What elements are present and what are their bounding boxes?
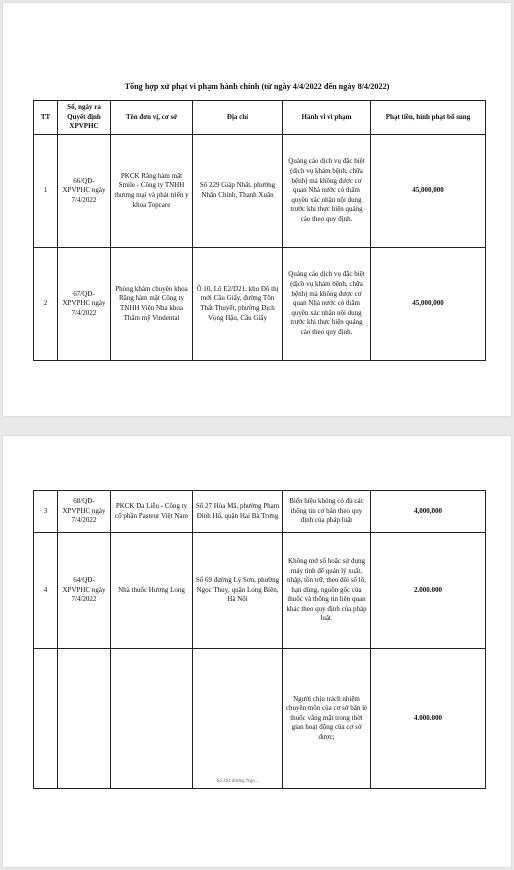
header-violation: Hành vi vi phạm: [283, 101, 371, 135]
violations-table-page-2: [33, 490, 486, 789]
cell-address: Ô 10, Lô E2/D21, khu Đô thị mới Cầu Giấy, đường Tôn Thất Thuyết, phường Dịch Vọng Hậu, Cầu Giấy: [193, 248, 283, 361]
table-row: [34, 135, 486, 248]
cell-unit: Nhà thuốc Hương Long: [111, 533, 193, 649]
cell-fine: 45,000,000: [371, 248, 486, 361]
cell-decision: 66/QĐ-XPVPHC ngày 7/4/2022: [58, 135, 111, 248]
table-row: [34, 491, 486, 533]
header-address: Địa chỉ: [193, 101, 283, 135]
cell-fine: 4,000,000: [371, 491, 486, 533]
cell-violation: Biển hiệu không có đủ các thông tin cơ bản theo quy định của pháp luật: [283, 491, 371, 533]
document-page-1: [3, 3, 511, 416]
document-page-2: [3, 436, 511, 867]
cell-unit: PKCK Răng hàm mặt Smile - Công ty TNHH thương mại và phát triển y khoa Topcare: [111, 135, 193, 248]
cell-violation: Không mở sổ hoặc sử dụng máy tính để quản lý xuất, nhập, tồn trữ, theo dõi số lô, hạn dùng, nguồn gốc của thuốc và thông tin liên quan khác theo quy định của pháp luật.: [283, 533, 371, 649]
header-fine: Phạt tiền, hình phạt bổ sung: [371, 101, 486, 135]
header-unit: Tên đơn vị, cơ sở: [111, 101, 193, 135]
cell-unit: [111, 649, 193, 789]
cell-address: Số 27 Hòa Mã, phường Phạm Đình Hổ, quận Hai Bà Trưng: [193, 491, 283, 533]
cell-decision: 68/QĐ-XPVPHC ngày 7/4/2022: [58, 491, 111, 533]
cell-tt: 4: [34, 533, 58, 649]
cell-fine: 2.000.000: [371, 533, 486, 649]
document-title: Tổng hợp xử phạt vi phạm hành chính (từ ngày 4/4/2022 đến ngày 8/4/2022): [124, 82, 390, 91]
header-tt: TT: [34, 101, 58, 135]
cell-decision: [58, 649, 111, 789]
cell-decision: 64/QĐ-XPVPHC ngày 7/4/2022: [58, 533, 111, 649]
table-row: [34, 248, 486, 361]
cell-address: Số 69 đường Lý Sơn, phường Ngọc Thuỵ, quận Long Biên, Hà Nội: [193, 533, 283, 649]
cell-tt: 1: [34, 135, 58, 248]
table-row: [34, 649, 486, 789]
cell-address: Số 229 Giáp Nhất, phường Nhân Chính, Thanh Xuân: [193, 135, 283, 248]
table-row: [34, 533, 486, 649]
cell-address: Số 264 đường Ngọ...: [193, 649, 283, 789]
header-decision: Số, ngày ra Quyết định XPVPHC: [58, 101, 111, 135]
cell-tt: 3: [34, 491, 58, 533]
cell-tt: 2: [34, 248, 58, 361]
cell-decision: 67/QĐ-XPVPHC ngày 7/4/2022: [58, 248, 111, 361]
cell-violation: Quảng cáo dịch vụ đặc biệt (dịch vụ khám bệnh, chữa bệnh) mà không được cơ quan Nhà nước có thẩm quyền xác nhận nội dung trước khi thực hiện quảng cáo theo quy định.: [283, 248, 371, 361]
violations-table-page-1: [33, 100, 486, 361]
cell-violation: Quảng cáo dịch vụ đặc biệt (dịch vụ khám bệnh, chữa bệnh) mà không được cơ quan Nhà nước có thẩm quyền xác nhận nội dung trước khi thực hiện quảng cáo theo quy định.: [283, 135, 371, 248]
cell-violation: Người chịu trách nhiệm chuyên môn của cơ sở bán lẻ thuốc vắng mặt trong thời gian hoạt động của cơ sở được;: [283, 649, 371, 789]
cell-fine: 45,000,000: [371, 135, 486, 248]
cell-fine: 4.000.000: [371, 649, 486, 789]
cell-tt: [34, 649, 58, 789]
cell-unit: Phòng khám chuyên khoa Răng hàm mặt Công ty TNHH Viện Nha khoa Thẩm mỹ Vindental: [111, 248, 193, 361]
cell-unit: PKCK Da Liễu - Công ty cổ phần Pasteur Việt Nam: [111, 491, 193, 533]
table-header-row: [34, 101, 486, 135]
